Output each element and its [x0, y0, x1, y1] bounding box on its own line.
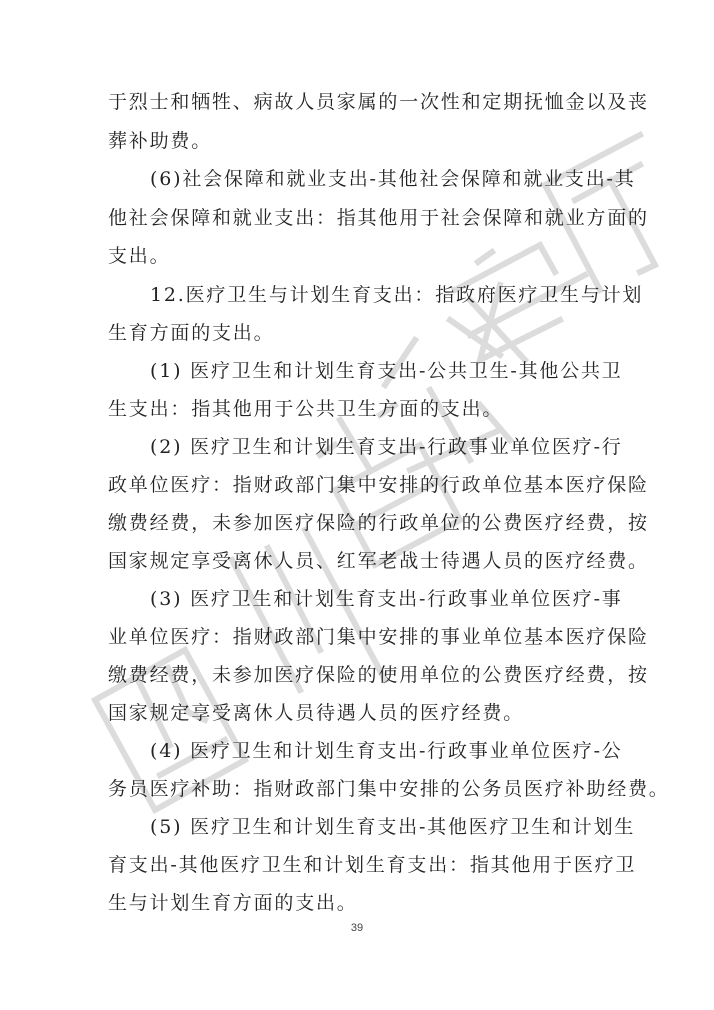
paragraph-5-line-3: 缴费经费，未参加医疗保险的行政单位的公费医疗经费，按: [108, 512, 649, 534]
paragraph-8-line-3: 生与计划生育方面的支出。: [108, 892, 358, 914]
paragraph-2-line-3: 支出。: [108, 245, 171, 267]
paragraph-8-line-2: 育支出-其他医疗卫生和计划生育支出：指其他用于医疗卫: [108, 854, 637, 876]
paragraph-1-line-2: 葬补助费。: [108, 130, 213, 152]
paragraph-7-line-2: 务员医疗补助：指财政部门集中安排的公务员医疗补助经费。: [108, 778, 670, 800]
paragraph-2-line-2: 他社会保障和就业支出：指其他用于社会保障和就业方面的: [108, 207, 649, 229]
paragraph-1-line-1: 于烈士和牺牲、病故人员家属的一次性和定期抚恤金以及丧: [108, 91, 649, 113]
paragraph-6-line-1: (3) 医疗卫生和计划生育支出-行政事业单位医疗-事: [150, 588, 623, 610]
paragraph-2-line-1: (6)社会保障和就业支出-其他社会保障和就业支出-其: [150, 168, 636, 190]
paragraph-4-line-1: (1) 医疗卫生和计划生育支出-公共卫生-其他公共卫: [150, 360, 623, 382]
paragraph-5-line-2: 政单位医疗：指财政部门集中安排的行政单位基本医疗保险: [108, 474, 649, 496]
paragraph-5-line-4: 国家规定享受离休人员、红军老战士待遇人员的医疗经费。: [108, 550, 649, 572]
paragraph-6-line-4: 国家规定享受离休人员待遇人员的医疗经费。: [108, 702, 525, 724]
page-number: 39: [350, 922, 364, 934]
paragraph-4-line-2: 生支出：指其他用于公共卫生方面的支出。: [108, 398, 504, 420]
paragraph-6-line-2: 业单位医疗：指财政部门集中安排的事业单位基本医疗保险: [108, 626, 649, 648]
paragraph-3-line-1: 12.医疗卫生与计划生育支出：指政府医疗卫生与计划: [150, 284, 644, 306]
paragraph-3-line-2: 生育方面的支出。: [108, 322, 275, 344]
paragraph-7-line-1: (4) 医疗卫生和计划生育支出-行政事业单位医疗-公: [150, 740, 623, 762]
paragraph-5-line-1: (2) 医疗卫生和计划生育支出-行政事业单位医疗-行: [150, 436, 623, 458]
paragraph-6-line-3: 缴费经费，未参加医疗保险的使用单位的公费医疗经费，按: [108, 664, 649, 686]
paragraph-8-line-1: (5) 医疗卫生和计划生育支出-其他医疗卫生和计划生: [150, 816, 636, 838]
